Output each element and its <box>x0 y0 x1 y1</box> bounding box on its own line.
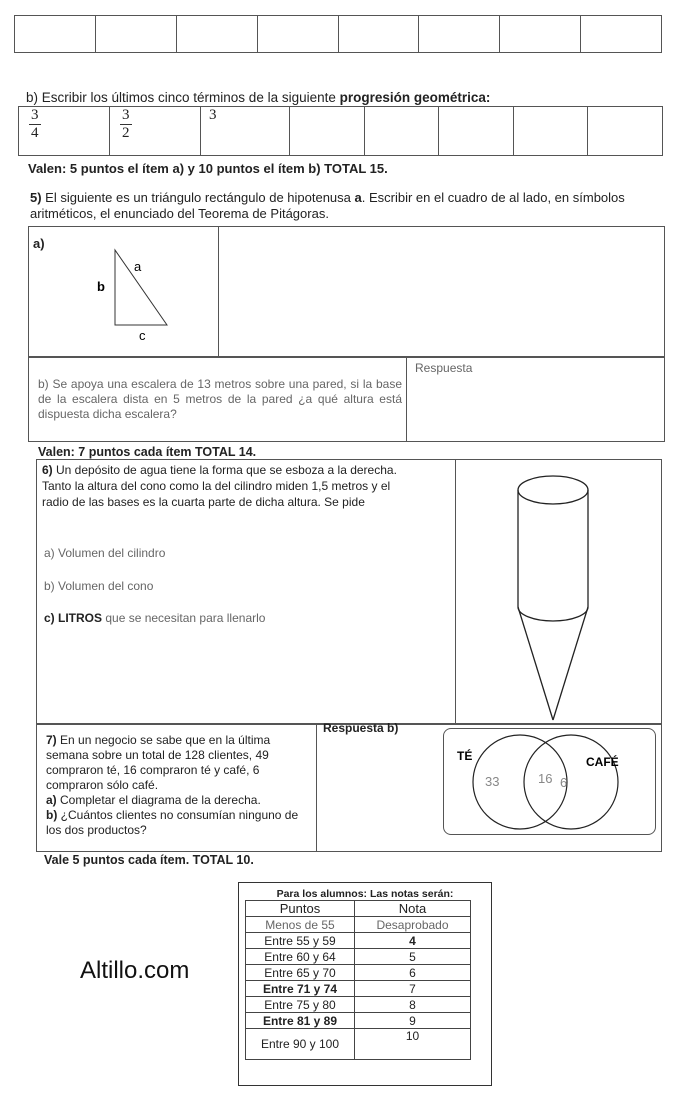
q5-score: Valen: 7 puntos cada ítem TOTAL 14. <box>38 445 257 459</box>
venn-diagram <box>443 728 656 835</box>
top-answer-grid <box>14 15 662 53</box>
grades-table <box>245 900 471 1060</box>
q5-b-answer-area[interactable] <box>408 376 663 440</box>
term-3: 3 <box>201 107 290 156</box>
q7-score: Vale 5 puntos cada ítem. TOTAL 10. <box>44 853 254 867</box>
q5-a-divider <box>218 226 219 358</box>
q5-statement: 5) El siguiente es un triángulo rectángulo de hipotenusa a. Escribir en el cuadro de al lado, en símbolos aritméticos, el enunciado del Teorema de Pitágoras. <box>30 190 625 221</box>
table-row: Entre 75 y 80 8 <box>246 997 471 1013</box>
venn-label-te: TÉ <box>457 749 473 763</box>
term-blank[interactable] <box>513 107 588 156</box>
table-row: Entre 90 y 100 10 <box>246 1029 471 1060</box>
q6-item-b: b) Volumen del cono <box>44 579 154 593</box>
q5-a-answer-area[interactable] <box>220 228 663 356</box>
grades-table-frame <box>238 882 492 1086</box>
watermark: Altillo.com <box>80 957 190 984</box>
table-row: Entre 71 y 74 7 <box>246 981 471 997</box>
table-row: Entre 55 y 59 4 <box>246 933 471 949</box>
grades-header-puntos: Puntos <box>246 901 355 917</box>
term-1: $\frac{3}{4}$ <box>31 107 39 141</box>
q7-answer-label: Respuesta b) <box>323 721 399 735</box>
q5-a-label: a) <box>33 236 45 251</box>
venn-cafe-only: 6 <box>560 775 568 790</box>
q7-text: 7) En un negocio se sabe que en la última semana sobre un total de 128 clientes, 49 compraron té, 16 compraron té y café, 6 compraron sólo café. a) Completar el diagrama de la derecha. b) ¿Cuántos clientes no consumían ninguno de los dos productos? <box>46 733 299 837</box>
q6-item-a: a) Volumen del cilindro <box>44 546 166 560</box>
term-blank[interactable] <box>439 107 514 156</box>
q5-b-text: b) Se apoya una escalera de 13 metros sobre una pared, si la base de la escalera dista en 5 metros de la pared ¿a qué altura está dispuesta dicha escalera? <box>38 377 402 421</box>
q6-text: 6) Un depósito de agua tiene la forma que se esboza a la derecha. Tanto la altura del cono como la del cilindro miden 1,5 metros y el radio de las bases es la cuarta parte de dicha altura. Se pide <box>42 463 397 509</box>
q4b-prompt: b) Escribir los últimos cinco términos de la siguiente progresión geométrica: <box>26 90 491 105</box>
right-triangle-figure <box>90 240 180 345</box>
q6-divider <box>455 459 456 724</box>
q7-divider <box>316 724 317 852</box>
table-row: Entre 65 y 70 6 <box>246 965 471 981</box>
triangle-label-b: b <box>97 279 105 294</box>
term-blank[interactable] <box>588 107 663 156</box>
grades-header-nota: Nota <box>355 901 471 917</box>
q6-item-c: c) LITROS que se necesitan para llenarlo <box>44 611 266 625</box>
q5-answer-label: Respuesta <box>415 361 473 375</box>
tank-figure <box>505 470 605 725</box>
venn-intersection: 16 <box>538 771 553 786</box>
sequence-grid <box>18 106 663 156</box>
table-row: Menos de 55 Desaprobado <box>246 917 471 933</box>
table-row: Entre 60 y 64 5 <box>246 949 471 965</box>
triangle-label-c: c <box>139 328 146 343</box>
term-2: $\frac{3}{2}$ <box>122 107 130 141</box>
triangle-label-a: a <box>134 259 142 274</box>
term-blank[interactable] <box>364 107 439 156</box>
term-blank[interactable] <box>290 107 365 156</box>
grades-table-title: Para los alumnos: Las notas serán: <box>276 888 454 900</box>
table-row: Entre 81 y 89 9 <box>246 1013 471 1029</box>
q4-score: Valen: 5 puntos el ítem a) y 10 puntos el ítem b) TOTAL 15. <box>28 161 388 176</box>
venn-label-cafe: CAFÉ <box>586 755 619 769</box>
venn-te-only: 33 <box>485 774 500 789</box>
q5-b-divider <box>406 356 407 442</box>
